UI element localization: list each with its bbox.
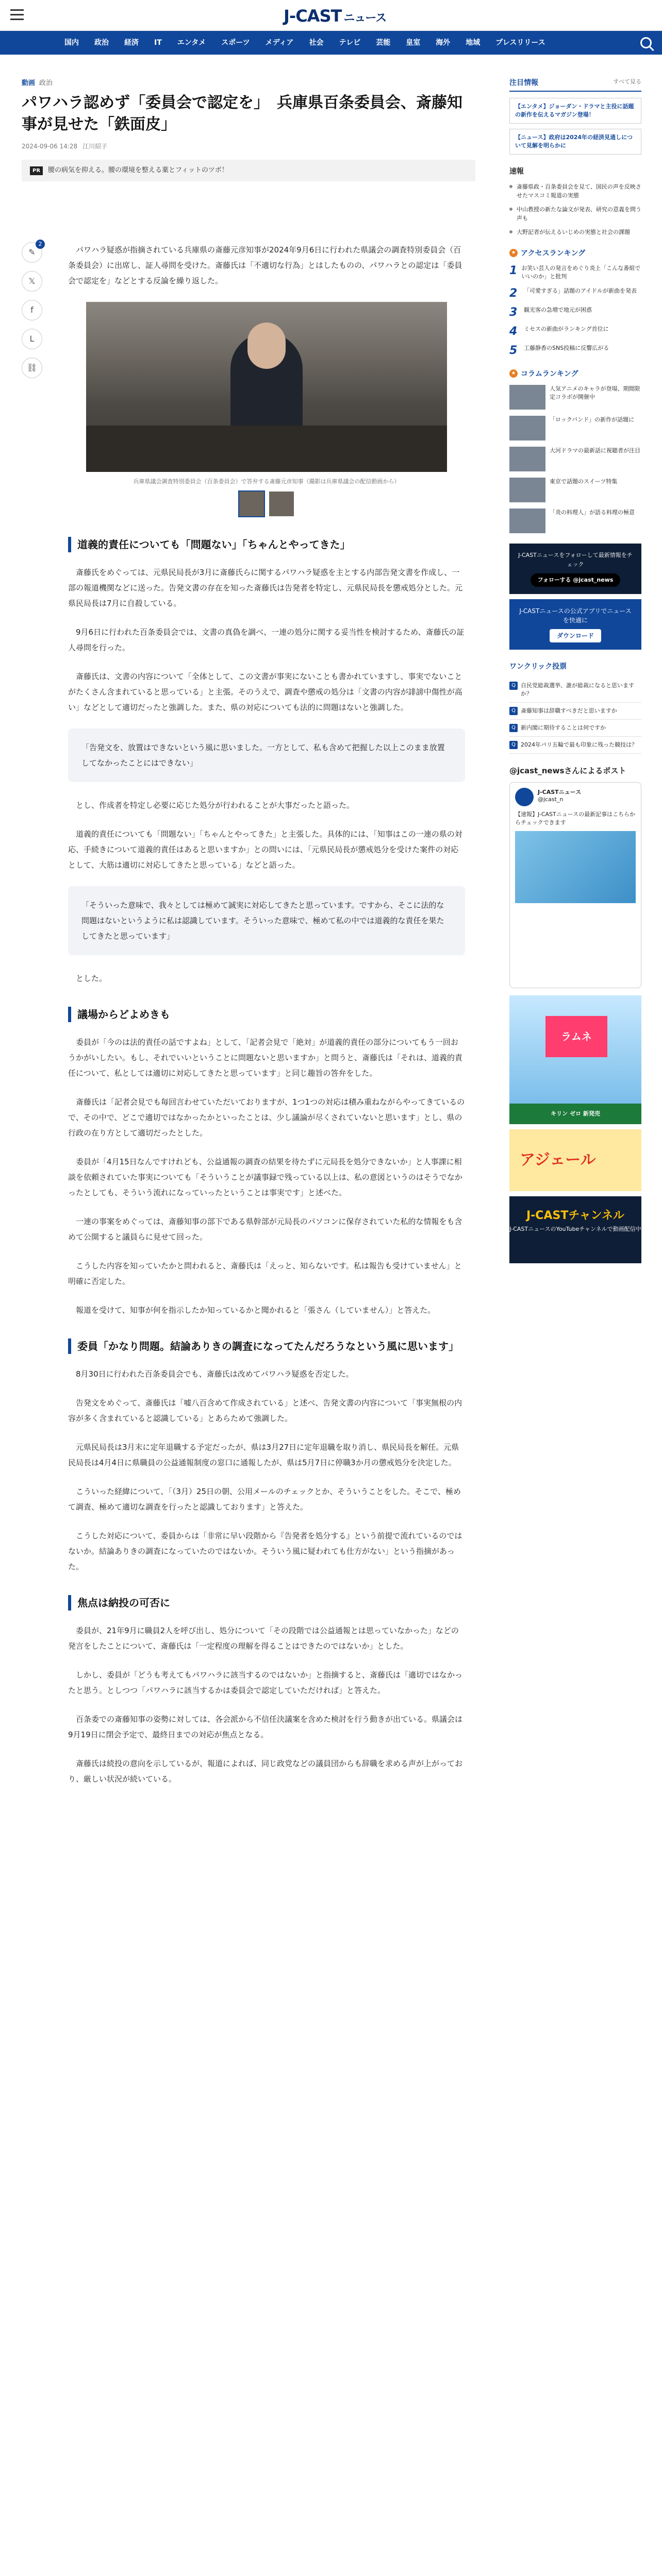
paragraph: 8月30日に行われた百条委員会でも、斎藤氏は改めてパワハラ疑惑を否定した。	[76, 1369, 354, 1379]
logo-sub: ニュース	[343, 12, 387, 25]
pr-banner[interactable]	[22, 160, 475, 181]
column-title: 人気アニメのキャラが登場、期間限定コラボが開催中	[550, 385, 640, 400]
twitter-embed[interactable]	[509, 782, 641, 988]
rank-number: 4	[509, 325, 518, 338]
paragraph: 委員が「今のは法的責任の話ですよね」として、「記者会見で「絶対」が道義的責任の部分についてもう一回おうかがいしたい。もし、それでいいということに問題ないと思いますか」と問うと、斎藤氏は「それは、道義的責任について、私としては適切に対応してきたと思っています」と同じ趣旨の答弁をした。	[68, 1038, 463, 1078]
pr-text: 腰の病気を抑える。腰の環境を整える薬とフィットのツボ！	[48, 166, 228, 174]
column-ranking-list	[509, 385, 641, 533]
newsflash-heading	[509, 166, 641, 176]
paragraph: 斎藤氏は「記者会見でも毎回言わせていただいておりますが、1つ1つの対応は積み重ねながらやってきているので、その中で、どこで適切ではなかったかといったことは、少し議論が尽くされていないと思います」とし、県の行政の在り方として適切だったとした。	[68, 1097, 465, 1138]
poll-item[interactable]: Q 2024年パリ五輪で最も印象に残った競技は？	[509, 737, 641, 754]
access-ranking-title: アクセスランキング	[521, 249, 586, 258]
column-item[interactable]	[509, 385, 641, 410]
paragraph: こういった経緯について、「（3月）25日の朝、公用メールのチェックとか、そういうことをした。そこで、極めて調査、極めて適切な調査を行ったと認識しております」と答えた。	[68, 1487, 461, 1512]
rank-number: 1	[509, 264, 518, 277]
jcast-channel-banner[interactable]	[509, 1196, 641, 1263]
facebook-share-button[interactable]: f	[22, 300, 42, 320]
column-ranking-title: コラムランキング	[521, 370, 578, 378]
ad-banner[interactable]	[509, 1129, 641, 1191]
nav-item[interactable]: エンタメ	[177, 39, 206, 47]
nav-item[interactable]: 地域	[466, 39, 481, 47]
category-sub: 政治	[39, 79, 53, 87]
notice-heading	[509, 77, 641, 92]
rank-title: 観光客の急増で地元が困惑	[524, 307, 592, 313]
photo-caption: 兵庫県議会調査特別委員会（百条委員会）で答弁する斎藤元彦知事（撮影は兵庫県議会の配信動画から）	[133, 478, 400, 485]
follow-box	[509, 544, 641, 594]
poll-item[interactable]: Q 新内閣に期待することは何ですか	[509, 720, 641, 737]
photo-thumbnail[interactable]	[269, 492, 294, 516]
section-heading: 委員「かなり問題。結論ありきの調査になってたんだろうなという風に思います」	[68, 1338, 465, 1354]
newsflash-item[interactable]: 大野記者が伝えるいじめの実態と社会の課題	[509, 228, 641, 236]
quote-block: 「告発文を、放置はできないという風に思いました。一方として、私も含めて把握した以上このまま放置してなかったことにはできない」	[68, 728, 465, 782]
twitter-share-button[interactable]: 𝕏	[22, 271, 42, 292]
twitter-handle: @jcast_n	[538, 796, 564, 803]
byline	[22, 142, 486, 150]
paragraph: 9月6日に行われた百条委員会では、文書の真偽を調べ、一連の処分に関する妥当性を検討するため、斎藤氏の証人尋問を行った。	[68, 628, 465, 652]
tweet-text: 【速報】J-CASTニュースの最新記事はこちらからチェックできます	[515, 811, 636, 826]
paragraph: 斎藤氏をめぐっては、元県民局長が3月に斎藤氏らに関するパワハラ疑惑を主とする内部告発文書を作成し、一部の報道機関などに送った。告発文書の存在を知った斎藤氏は告発者を特定し、元県民局長を懲戒処分とした。元県民局長は7月に自殺している。	[68, 568, 463, 608]
column-thumb	[509, 385, 545, 410]
ranking-item[interactable]	[509, 287, 641, 300]
column-item[interactable]	[509, 509, 641, 533]
article-author[interactable]: 江川紹子	[82, 143, 108, 150]
photo-thumbnail[interactable]	[239, 492, 264, 516]
column-title: 「ロックバンド」の新作が話題に	[550, 416, 635, 423]
share-column	[22, 242, 42, 386]
ranking-item[interactable]	[509, 306, 641, 319]
notice-box[interactable]	[509, 98, 641, 124]
nav-item[interactable]: メディア	[265, 39, 294, 47]
ad-footer: キリン ゼロ 新発売	[509, 1104, 641, 1124]
nav-item[interactable]: IT	[154, 39, 162, 47]
column-title: 東京で話題のスイーツ特集	[550, 478, 618, 485]
column-thumb	[509, 509, 545, 533]
app-download-button[interactable]: ダウンロード	[550, 629, 601, 642]
twitter-heading-text: @jcast_newsさんによるポスト	[509, 766, 626, 775]
newsflash-title: 速報	[509, 167, 524, 176]
section-heading: 議場からどよめきも	[68, 1007, 465, 1022]
paragraph: 委員が「4月15日なんですけれども、公益通報の調査の結果を待たずに元局長を処分できないか」と人事課に相談を依頼されていた事実についても「そういうことが議事録で残っている以上は、私の意図というのはそうでなかったとしても、そういう流れになっていったということは事実です」と述べた。	[68, 1157, 462, 1197]
paragraph: 斎藤氏は続投の意向を示しているが、報道によれば、同じ政党などの議員団からも辞職を求める声が上がっており、厳しい状況が続いている。	[68, 1759, 463, 1784]
tweet-image	[515, 831, 636, 903]
paragraph: とし、作成者を特定し必要に応じた処分が行われることが大事だったと語った。	[76, 801, 355, 810]
app-banner-text: J-CASTニュースの公式アプリでニュースを快適に	[519, 607, 632, 624]
ad-text: アジェール	[520, 1151, 596, 1169]
poll-heading	[509, 661, 641, 671]
rank-number: 2	[509, 287, 518, 300]
paragraph: 一連の事案をめぐっては、斎藤知事の部下である県幹部が元局長のパソコンに保存されていた私的な情報をも含めて公開すると議員らに見せて回った。	[68, 1217, 462, 1242]
paragraph: パワハラ疑惑が指摘されている兵庫県の斎藤元彦知事が2024年9月6日に行われた県議会の調査特別委員会（百条委員会）に出席し、証人尋問を受けた。斎藤氏は「不適切な行為」とはしたものの、パワハラとの認定は「委員会で認定を」などとする反論を繰り返した。	[68, 245, 462, 285]
access-ranking-list	[509, 264, 641, 357]
jtv-title: J-CASTチャンネル	[526, 1209, 625, 1222]
notice-text: 【エンタメ】ジョーダン・ドラマと主役に話題の新作を伝えるマガジン登場！	[515, 103, 634, 118]
poll-item[interactable]: Q 自民党総裁選挙、誰が総裁になると思いますか？	[509, 677, 641, 703]
app-banner[interactable]	[509, 599, 641, 650]
column-title: 「炎の料理人」が語る料理の極意	[550, 509, 635, 516]
pr-tag: PR	[30, 166, 43, 175]
poll-list	[509, 677, 641, 754]
article-photo[interactable]	[86, 302, 447, 472]
category-label[interactable]	[22, 77, 486, 87]
newsflash-item[interactable]: 中山教授の新たな論文が発表、研究の意義を問う声も	[509, 205, 641, 223]
notice-box[interactable]	[509, 129, 641, 155]
nav-item[interactable]: 海外	[436, 39, 451, 47]
quote-block: 「そういった意味で、我々としては極めて誠実に対応してきたと思っています。ですから、そこに法的な問題はないというように私は認識しています。そういった意味で、極めて私の中では道義的な責任を果たしてきたと思っています」	[68, 886, 465, 955]
line-share-button[interactable]: L	[22, 329, 42, 349]
follow-text: J-CASTニュースをフォローして最新情報をチェック	[518, 552, 633, 568]
article-date: 2024-09-06 14:28	[22, 143, 78, 150]
paragraph: しかし、委員が「どうも考えてもパワハラに該当するのではないか」と指摘すると、斎藤氏は「適切ではなかったと思う。としつつ「パワハラに該当するかは委員会で認定していただければ」と答えた。	[68, 1670, 463, 1695]
category-main: 動画	[22, 79, 36, 87]
paragraph: 道義的責任についても「問題ない」「ちゃんとやってきた」と主張した。具体的には、「知事はこの一連の県の対応、手続きについて道義的責任はあると思いますか」との問いには、「元県民局長が懲戒処分を受けた案件の対応として、大筋は適切に対応してきたと思っている」などと語った。	[68, 829, 462, 870]
nav-item[interactable]: プレスリリース	[495, 39, 545, 47]
ranking-item[interactable]	[509, 264, 641, 281]
photo-desk	[86, 426, 447, 472]
follow-handle: @jcast_news	[573, 577, 614, 583]
ad-text: ラムネ	[545, 1016, 607, 1057]
article-title: パワハラ認めず「委員会で認定を」 兵庫県百条委員会、斎藤知事が見せた「鉄面皮」	[22, 94, 462, 133]
photo-face	[247, 323, 286, 369]
nav-item[interactable]: 芸能	[376, 39, 391, 47]
ranking-item[interactable]	[509, 344, 641, 357]
rank-title: 工藤静香のSNS投稿に反響広がる	[524, 345, 609, 351]
rank-number: 5	[509, 344, 518, 357]
column-thumb	[509, 447, 545, 471]
notice-text: 【ニュース】政府は2024年の経済見通しについて見解を明らかに	[515, 134, 633, 149]
notice-more-link[interactable]: すべて見る	[613, 78, 641, 85]
sidebar	[509, 77, 641, 1263]
newsflash-list	[509, 182, 641, 236]
nav-item[interactable]: テレビ	[339, 39, 361, 47]
nav-item[interactable]: スポーツ	[221, 39, 250, 47]
photo-thumbnails	[68, 492, 465, 516]
notice-title: 注目情報	[509, 79, 538, 87]
rank-number: 3	[509, 306, 518, 319]
follow-button[interactable]	[531, 573, 621, 587]
section-heading: 焦点は納投の可否に	[68, 1595, 465, 1611]
ranking-icon: ★	[509, 249, 518, 257]
paragraph: 百条委での斎藤知事の姿勢に対しては、各会派から不信任決議案を含めた検討を行う動きが出ている。県議会は9月19日に閉会予定で、最終日までの対応が焦点となる。	[68, 1715, 463, 1739]
access-ranking-heading	[509, 248, 641, 258]
nav-item[interactable]: 国内	[64, 39, 79, 47]
follow-button-label: フォローする	[537, 577, 571, 583]
paragraph: とした。	[76, 974, 107, 983]
paragraph: 斎藤氏は、文書の内容について「全体として、この文書が事実にないことも書かれていますし、事実でないことがたくさん含まれていると思っている」と主張。そのうえで、調査や懲戒の処分は「文書の内容が誹謗中傷性が高い」などとして適切だったと強調した。また、県の対応についても法的に問題はないと強調した。	[68, 672, 462, 712]
paragraph: 委員が、21年9月に職員2人を呼び出し、処分について「その段階では公益通報とは思っていなかった」などの発言をしたことについて、斎藤氏は「一定程度の理解を得ることはできたのではないか」とした。	[68, 1626, 459, 1651]
twitter-heading	[509, 765, 641, 776]
article-body	[68, 242, 465, 1800]
column-ranking-heading	[509, 368, 641, 379]
logo-main: J-CAST	[284, 6, 342, 26]
column-thumb	[509, 478, 545, 502]
nav-item[interactable]: 経済	[124, 39, 139, 47]
avatar	[515, 788, 534, 806]
paragraph: こうした内容を知っていたかと問われると、斎藤氏は「えっと、知らないです。私は報告も受けていません」と明確に否定した。	[68, 1261, 462, 1286]
section-heading: 道義的責任についても「問題ない」「ちゃんとやってきた」	[68, 537, 465, 552]
twitter-account	[515, 788, 636, 806]
paragraph: こうした対応について、委員からは「非常に早い段階から『告発者を処分する』という前提で流れているのではないか。結論ありきの調査になっていたのではないか。そういう風に疑われても仕方がない」という指摘があった。	[68, 1531, 462, 1571]
rank-title: お笑い芸人の発言をめぐり炎上「こんな番組でいいのか」と批判	[521, 265, 641, 280]
nav-item[interactable]: 社会	[309, 39, 324, 47]
column-thumb	[509, 416, 545, 440]
newsflash-item[interactable]: 斎藤県政・百条委員会を見て、国民の声を反映させたマスコミ報道の実態	[509, 182, 641, 200]
paragraph: 元県民局長は3月末に定年退職する予定だったが、県は3月27日に定年退職を取り消し、県民局長を解任。元県民局長は4月4日に県職員の公益通報制度の窓口に通報したが、県は5月7日に停職3か月の懲戒処分を決定した。	[68, 1443, 459, 1467]
link-copy-button[interactable]: ⛓	[22, 358, 42, 378]
column-title: 大河ドラマの最新話に視聴者が注目	[550, 447, 640, 454]
article-header	[22, 77, 486, 181]
paragraph: 報道を受けて、知事が何を指示したか知っているかと聞かれると「張さん（していません）」と答えた。	[76, 1306, 436, 1315]
ranking-item[interactable]	[509, 325, 641, 338]
category-nav	[0, 31, 662, 55]
column-item[interactable]	[509, 478, 641, 502]
comment-count-badge: 2	[36, 240, 45, 249]
rank-title: ミセスの新曲がランキング首位に	[524, 326, 609, 332]
column-item[interactable]	[509, 416, 641, 440]
paragraph: 告発文をめぐって、斎藤氏は「嘘八百含めて作成されている」と述べ、告発文書の内容について「事実無根の内容が多く含まれていると認識している」とあらためて強調した。	[68, 1398, 462, 1423]
column-item[interactable]	[509, 447, 641, 471]
rank-title: 「可愛すぎる」話題のアイドルが新曲を発表	[524, 287, 637, 294]
menu-icon[interactable]	[10, 9, 24, 21]
poll-title: ワンクリック投票	[509, 663, 567, 671]
comment-button[interactable]: ✎ 2	[22, 242, 42, 263]
nav-item[interactable]: 政治	[94, 39, 109, 47]
jtv-text: J-CASTニュースのYouTubeチャンネルで動画配信中	[509, 1226, 641, 1232]
site-logo[interactable]	[284, 6, 386, 26]
nav-item[interactable]: 皇室	[406, 39, 421, 47]
twitter-name: J-CASTニュース	[538, 789, 582, 795]
search-icon[interactable]	[640, 37, 652, 48]
top-bar	[0, 0, 662, 31]
ad-banner[interactable]	[509, 995, 641, 1124]
ranking-icon: ★	[509, 369, 518, 378]
poll-item[interactable]: Q 斎藤知事は辞職すべきだと思いますか	[509, 703, 641, 720]
